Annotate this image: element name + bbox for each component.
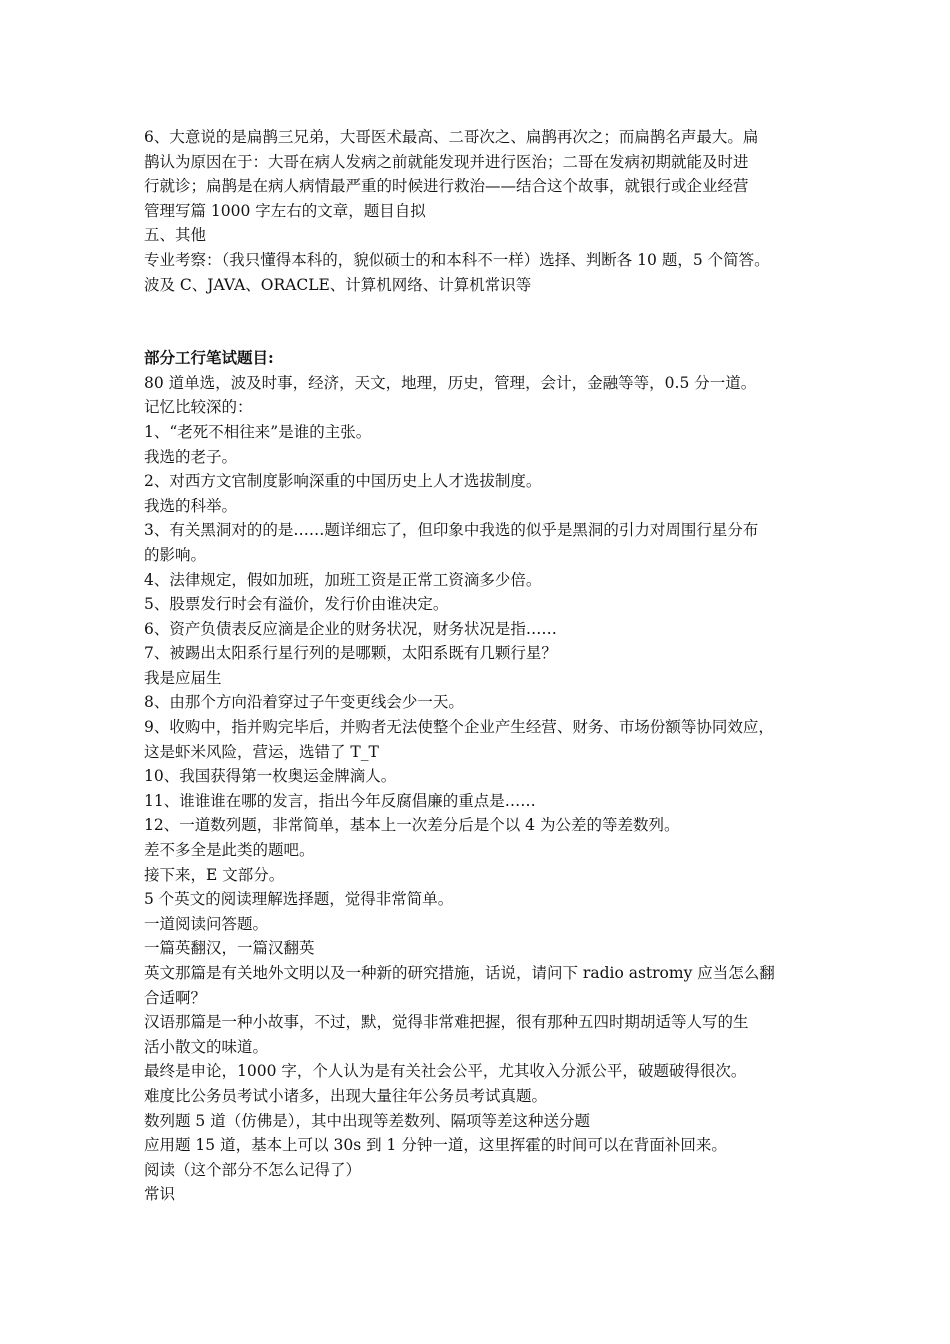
text-line: 的影响。 [144,545,207,564]
text-line: 记忆比较深的： [144,398,253,417]
text-line: 5 个英文的阅读理解选择题，觉得非常简单。 [144,890,454,909]
text-line: 难度比公务员考试小诸多，出现大量往年公务员考试真题。 [144,1086,548,1105]
text-line: 4、法律规定，假如加班，加班工资是正常工资滴多少倍。 [144,570,542,589]
text-line: 一道阅读问答题。 [144,914,269,933]
text-line: 3、有关黑洞对的的是……题详细忘了，但印象中我选的似乎是黑洞的引力对周围行星分布 [144,521,759,540]
text-line: 管理写篇 1000 字左右的文章，题目自拟 [144,201,426,220]
text-line: 8、由那个方向沿着穿过子午变更线会少一天。 [144,693,464,712]
text-line: 5、股票发行时会有溢价，发行价由谁决定。 [144,595,449,614]
text-line: 行就诊；扁鹊是在病人病情最严重的时候进行救治——结合这个故事，就银行或企业经营 [144,177,749,196]
text-line: 6、资产负债表反应滴是企业的财务状况，财务状况是指…… [144,619,557,638]
text-line: 阅读（这个部分不怎么记得了） [144,1160,362,1179]
text-line: 一篇英翻汉，一篇汉翻英 [144,939,315,958]
section-icbc-exam-questions [144,371,820,1207]
text-line: 数列题 5 道（仿佛是），其中出现等差数列、隔项等差这种送分题 [144,1111,590,1130]
text-line: 我选的老子。 [144,447,238,466]
text-line: 应用题 15 道，基本上可以 30s 到 1 分钟一道，这里挥霍的时间可以在背面补回来。 [144,1136,727,1155]
text-line: 2、对西方文官制度影响深重的中国历史上人才选拔制度。 [144,472,542,491]
text-line: 最终是申论，1000 字，个人认为是有关社会公平，尤其收入分派公平，破题破得很次。 [144,1062,747,1081]
text-line: 差不多全是此类的题吧。 [144,841,315,860]
text-line: 1、“老死不相往来”是谁的主张。 [144,422,372,441]
text-line: 7、被踢出太阳系行星行列的是哪颗，太阳系既有几颗行星？ [144,644,557,663]
text-line: 活小散文的味道。 [144,1037,269,1056]
text-line: 五、其他 [144,226,207,245]
text-line: 波及 C、JAVA、ORACLE、计算机网络、计算机常识等 [144,275,532,294]
paragraph-gap [144,297,820,346]
section-essay-and-other [144,125,820,297]
text-line: 接下来，E 文部分。 [144,865,285,884]
text-line: 英文那篇是有关地外文明以及一种新的研究措施，话说，请问下 radio astromy 应当怎么翻 [144,964,775,982]
text-line: 6、大意说的是扁鹊三兄弟，大哥医术最高、二哥次之、扁鹊再次之；而扁鹊名声最大。扁 [144,128,759,146]
text-line: 12、一道数列题，非常简单，基本上一次差分后是个以 4 为公差的等差数列。 [144,816,680,835]
text-line: 汉语那篇是一种小故事，不过，默，觉得非常难把握，很有那种五四时期胡适等人写的生 [144,1013,749,1032]
text-line: 10、我国获得第一枚奥运金牌滴人。 [144,767,397,786]
text-line: 合适啊？ [144,988,207,1007]
text-line: 鹊认为原因在于：大哥在病人发病之前就能发现并进行医治；二哥在发病初期就能及时进 [144,152,749,171]
text-line: 9、收购中，指并购完毕后，并购者无法使整个企业产生经营、财务、市场份额等协同效应， [144,718,774,737]
text-line: 我选的科举。 [144,496,238,515]
text-line: 80 道单选，波及时事，经济，天文，地理，历史，管理，会计，金融等等，0.5 分一道。 [144,373,757,392]
text-line: 我是应届生 [144,668,222,687]
text-line: 11、谁谁谁在哪的发言，指出今年反腐倡廉的重点是…… [144,791,536,810]
section-heading: 部分工行笔试题目: [144,348,274,368]
text-line: 常识 [144,1185,176,1204]
text-line: 这是虾米风险，营运，选错了 T_T [144,742,379,761]
text-line: 专业考察：（我只懂得本科的，貌似硕士的和本科不一样）选择、判断各 10 题，5 个简答。 [144,250,770,269]
document-body [144,125,820,1207]
